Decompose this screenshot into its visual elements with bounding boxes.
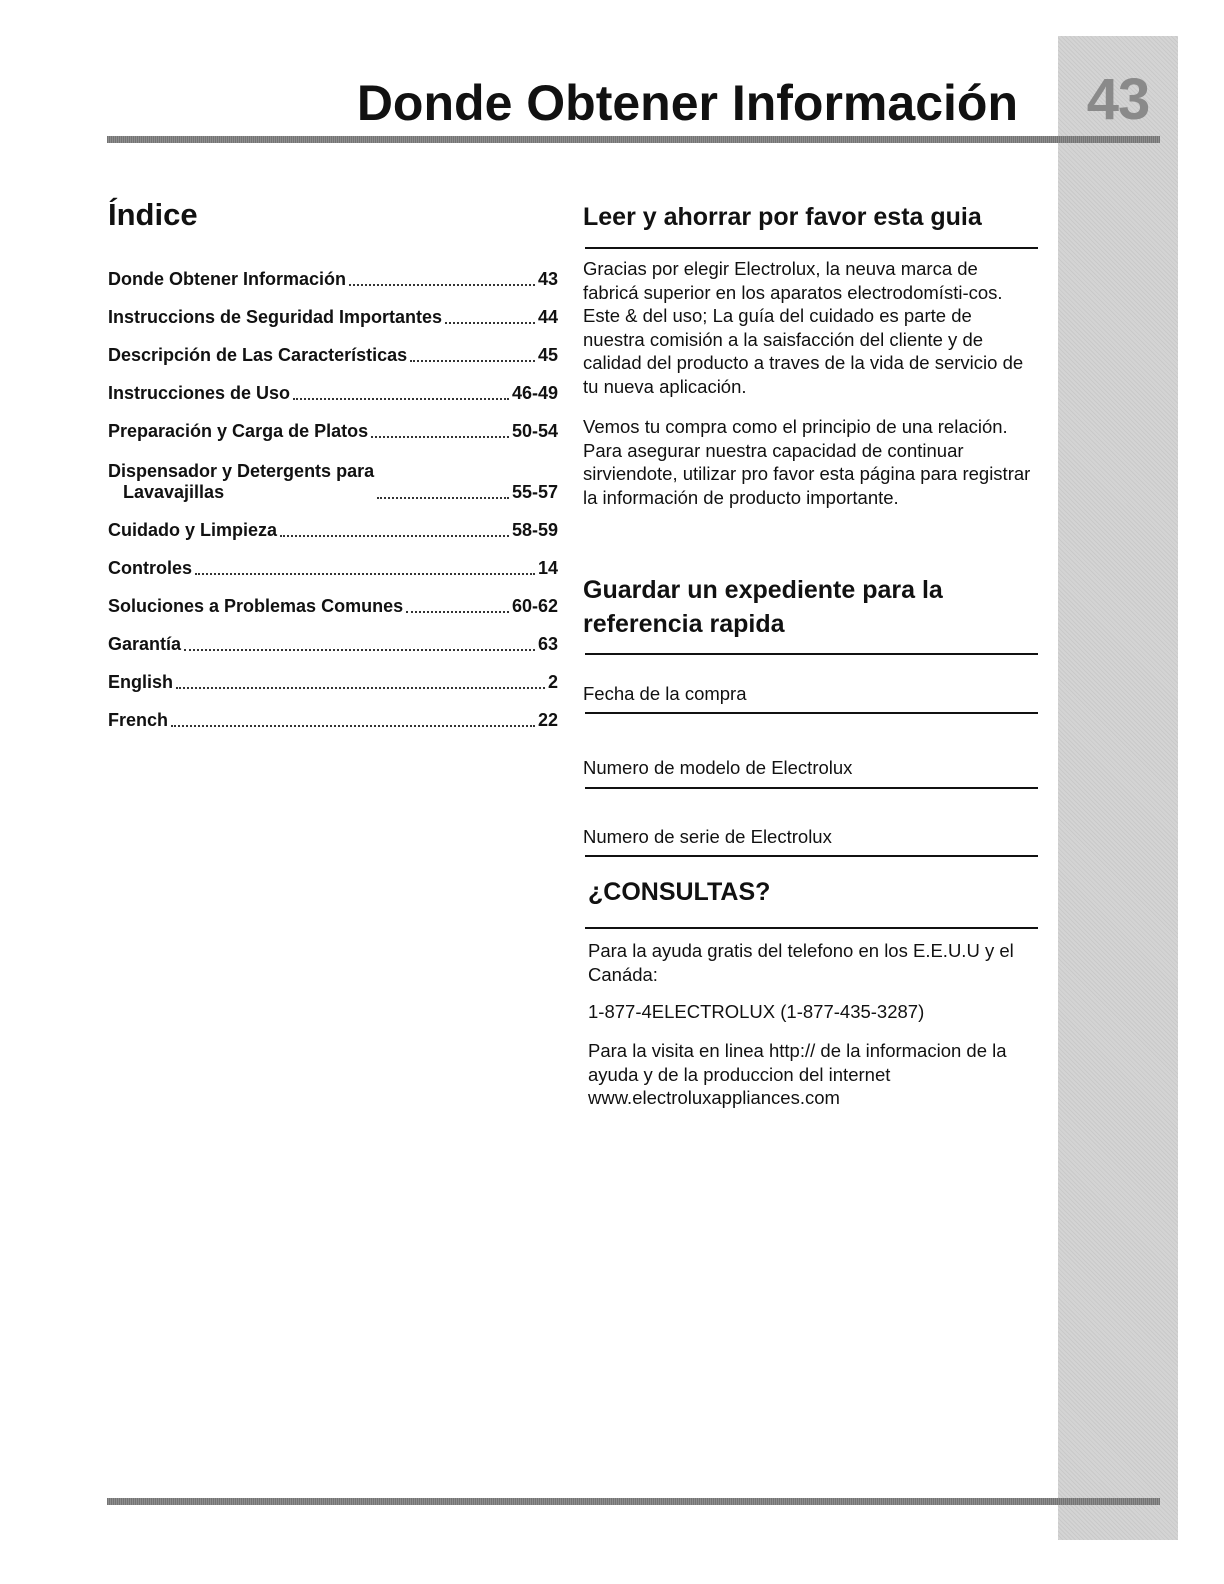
toc-item-label: Garantía xyxy=(108,634,182,654)
toc-item[interactable] xyxy=(108,366,558,404)
toc-leader-dots xyxy=(171,725,535,727)
read-save-rule xyxy=(585,247,1038,249)
toc-leader-dots xyxy=(371,436,509,438)
toc-item-label: Preparación y Carga de Platos xyxy=(108,421,369,441)
toc-item-page: 2 xyxy=(547,672,558,692)
toc-item[interactable] xyxy=(108,655,558,693)
toc-item-page: 55-57 xyxy=(511,482,558,502)
toc-leader-dots xyxy=(377,497,509,499)
toc-item-label: Soluciones a Problemas Comunes xyxy=(108,596,404,616)
toc-leader-dots xyxy=(406,611,509,613)
toc-item[interactable] xyxy=(108,442,558,503)
toc-item-page: 50-54 xyxy=(511,421,558,441)
consultas-rule xyxy=(585,927,1038,929)
table-of-contents xyxy=(108,252,558,731)
consultas-heading: ¿CONSULTAS? xyxy=(588,878,771,906)
toc-item[interactable] xyxy=(108,252,558,290)
side-tab-band xyxy=(1058,36,1178,1540)
purchase-date-label: Fecha de la compra xyxy=(583,683,747,704)
toc-item[interactable] xyxy=(108,404,558,442)
toc-item[interactable] xyxy=(108,503,558,541)
toc-leader-dots xyxy=(293,398,509,400)
purchase-date-line[interactable] xyxy=(585,712,1038,714)
record-heading: Guardar un expediente para la referencia rapida xyxy=(583,576,943,638)
toc-item-label: Instrucciones de Uso xyxy=(108,383,291,403)
toc-item-label: French xyxy=(108,710,169,730)
toc-item[interactable] xyxy=(108,617,558,655)
serial-number-label: Numero de serie de Electrolux xyxy=(583,826,832,847)
toc-leader-dots xyxy=(349,284,535,286)
toc-item-label: Donde Obtener Información xyxy=(108,269,347,289)
toc-item-page: 44 xyxy=(537,307,558,327)
read-save-heading: Leer y ahorrar por favor esta guia xyxy=(583,203,982,231)
toc-item-label: Instruccions de Seguridad Importantes xyxy=(108,307,443,327)
toc-leader-dots xyxy=(280,535,509,537)
toc-item-page: 58-59 xyxy=(511,520,558,540)
consultas-web-info: Para la visita en linea http:// de la informacion de la ayuda y de la produccion del internet www.electroluxappliances.com xyxy=(588,1040,1007,1108)
serial-number-line[interactable] xyxy=(585,855,1038,857)
index-heading: Índice xyxy=(108,197,198,232)
toc-item-page: 60-62 xyxy=(511,596,558,616)
page-title: Donde Obtener Información xyxy=(356,75,1018,131)
read-save-paragraph-1: Gracias por elegir Electrolux, la neuva marca de fabricá superior en los aparatos electrodomísti-cos. Este & del uso; La guía del cuidado es parte de nuestra comisión a la saisfacción del cliente y de calidad del producto a traves de la vida de servicio de tu nueva aplicación. xyxy=(583,258,1024,397)
record-heading-rule xyxy=(585,653,1038,655)
toc-item-page: 45 xyxy=(537,345,558,365)
model-number-label: Numero de modelo de Electrolux xyxy=(583,757,853,778)
toc-item-label: Dispensador y Detergents para xyxy=(108,461,375,481)
toc-leader-dots xyxy=(445,322,535,324)
toc-item-label: English xyxy=(108,672,174,692)
toc-item-label-wrap xyxy=(108,461,374,503)
toc-item-label: Controles xyxy=(108,558,193,578)
consultas-phone-help: Para la ayuda gratis del telefono en los E.E.U.U y el Canáda: xyxy=(588,940,1014,985)
toc-item[interactable] xyxy=(108,328,558,366)
read-save-paragraph-2: Vemos tu compra como el principio de una relación. Para asegurar nuestra capacidad de continuar sirviendote, utilizar pro favor esta página para registrar la información de producto importante. xyxy=(583,416,1031,508)
toc-item-page: 43 xyxy=(537,269,558,289)
toc-item-label-continued: Lavavajillas xyxy=(123,482,225,502)
toc-item-page: 22 xyxy=(537,710,558,730)
model-number-line[interactable] xyxy=(585,787,1038,789)
toc-item-label: Descripción de Las Características xyxy=(108,345,408,365)
toc-leader-dots xyxy=(410,360,535,362)
toc-item[interactable] xyxy=(108,579,558,617)
bottom-divider xyxy=(107,1498,1160,1505)
toc-item-page: 63 xyxy=(537,634,558,654)
toc-leader-dots xyxy=(195,573,535,575)
toc-item[interactable] xyxy=(108,290,558,328)
toc-leader-dots xyxy=(176,687,545,689)
toc-leader-dots xyxy=(184,649,535,651)
consultas-phone-number: 1-877-4ELECTROLUX (1-877-435-3287) xyxy=(588,1001,925,1022)
top-divider xyxy=(107,136,1160,143)
toc-item-page: 14 xyxy=(537,558,558,578)
page-number: 43 xyxy=(1086,67,1150,132)
toc-item[interactable] xyxy=(108,541,558,579)
toc-item-page: 46-49 xyxy=(511,383,558,403)
toc-item[interactable] xyxy=(108,693,558,731)
toc-item-label: Cuidado y Limpieza xyxy=(108,520,278,540)
